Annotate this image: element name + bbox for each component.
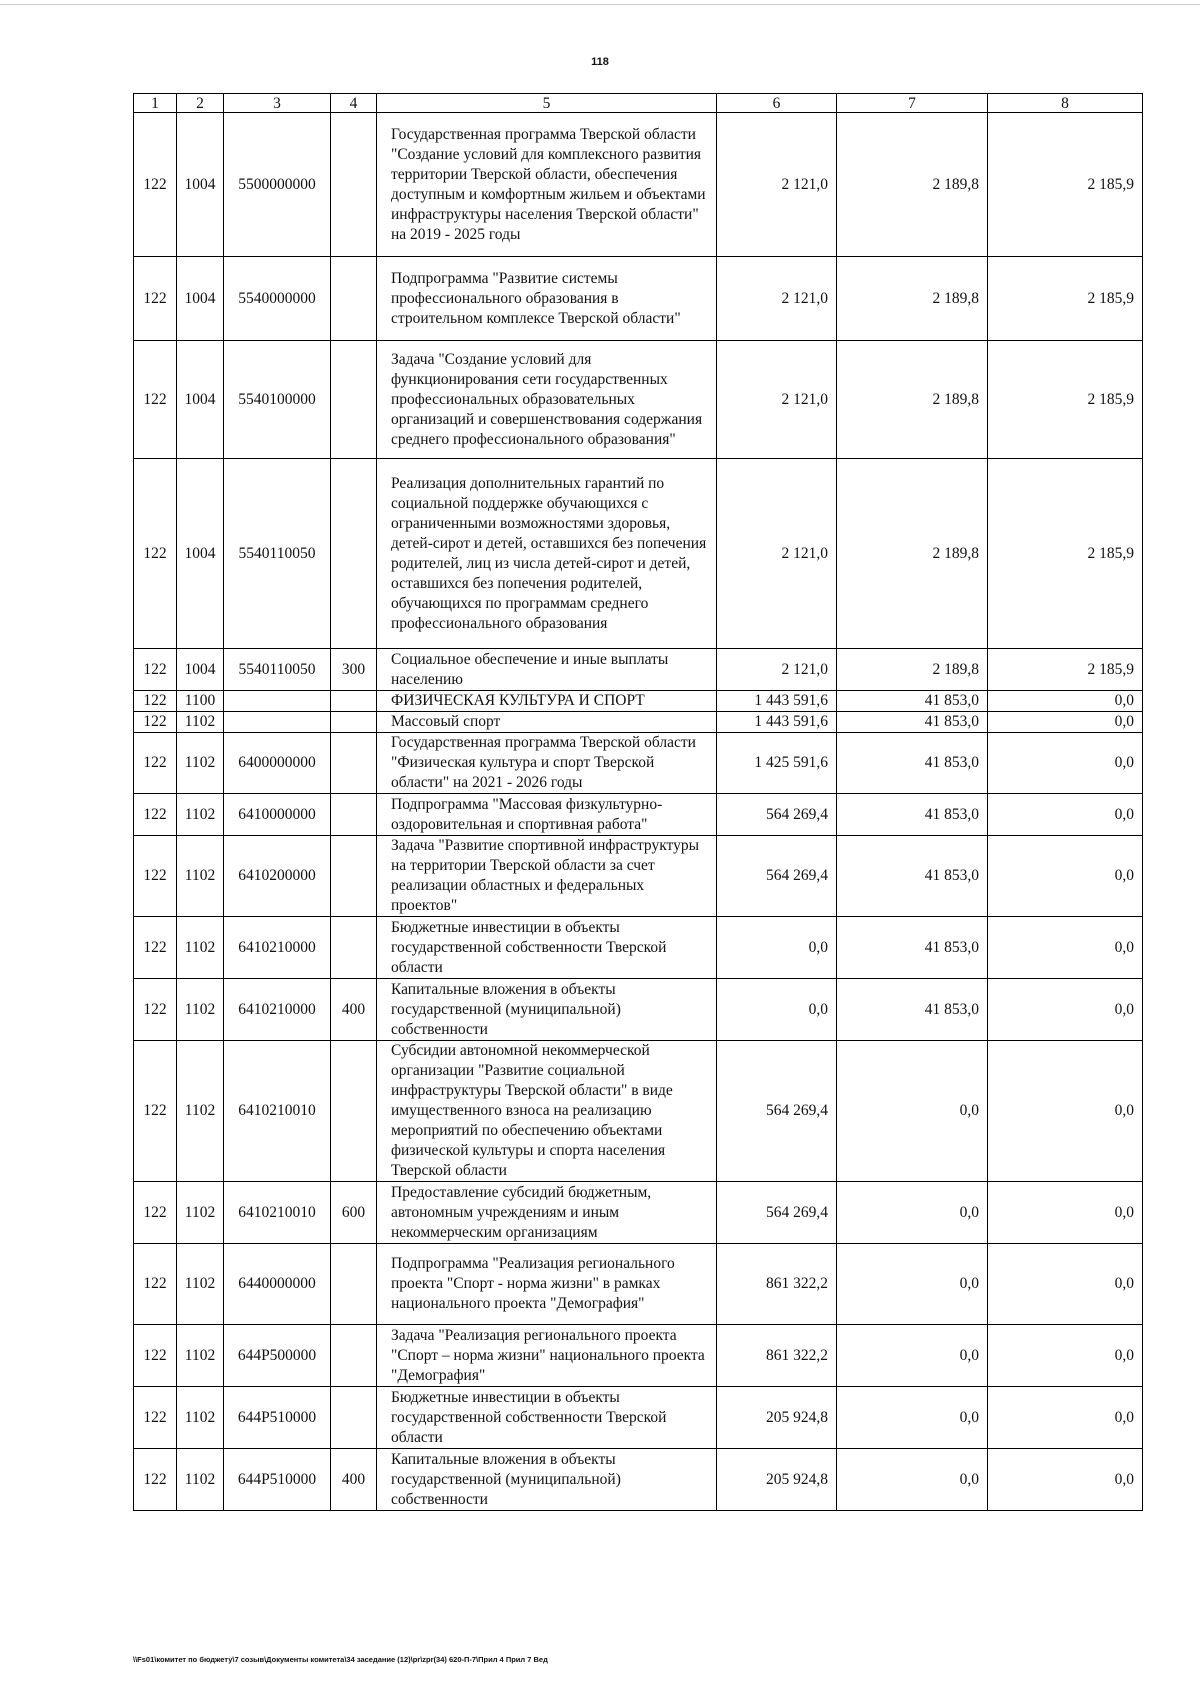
table-row — [134, 459, 1143, 649]
name-cell: Подпрограмма "Развитие системы профессионального образования в строительном комплексе Тверской области" — [377, 257, 717, 341]
target-article-cell: 6410210010 — [224, 1182, 331, 1244]
amount-cell-1: 1 443 591,6 — [717, 712, 837, 733]
expense-type-cell — [331, 917, 377, 979]
target-article-cell: 5540110050 — [224, 459, 331, 649]
amount-cell-3: 2 185,9 — [988, 113, 1143, 257]
name-cell: Социальное обеспечение и иные выплаты населению — [377, 649, 717, 691]
code-cell: 122 — [134, 1387, 177, 1449]
target-article-cell — [224, 691, 331, 712]
code-cell: 122 — [134, 836, 177, 917]
amount-cell-3: 2 185,9 — [988, 649, 1143, 691]
column-header: 4 — [331, 94, 377, 113]
expense-type-cell — [331, 257, 377, 341]
table-row — [134, 917, 1143, 979]
amount-cell-3: 0,0 — [988, 1244, 1143, 1325]
target-article-cell: 6410000000 — [224, 794, 331, 836]
amount-cell-1: 1 443 591,6 — [717, 691, 837, 712]
amount-cell-1: 0,0 — [717, 917, 837, 979]
column-header: 7 — [837, 94, 988, 113]
amount-cell-1: 1 425 591,6 — [717, 733, 837, 794]
code-cell: 122 — [134, 649, 177, 691]
amount-cell-2: 41 853,0 — [837, 712, 988, 733]
expense-type-cell — [331, 113, 377, 257]
table-row — [134, 733, 1143, 794]
amount-cell-1: 2 121,0 — [717, 257, 837, 341]
amount-cell-1: 861 322,2 — [717, 1244, 837, 1325]
section-cell: 1004 — [177, 341, 224, 459]
amount-cell-3: 0,0 — [988, 691, 1143, 712]
section-cell: 1102 — [177, 1041, 224, 1182]
table-row — [134, 1041, 1143, 1182]
amount-cell-2: 2 189,8 — [837, 113, 988, 257]
table-row — [134, 113, 1143, 257]
amount-cell-1: 861 322,2 — [717, 1325, 837, 1387]
amount-cell-3: 0,0 — [988, 979, 1143, 1041]
amount-cell-2: 2 189,8 — [837, 649, 988, 691]
section-cell: 1102 — [177, 1244, 224, 1325]
expense-type-cell — [331, 794, 377, 836]
section-cell: 1004 — [177, 113, 224, 257]
code-cell: 122 — [134, 1182, 177, 1244]
header-row — [134, 94, 1143, 113]
name-cell: Бюджетные инвестиции в объекты государственной собственности Тверской области — [377, 1387, 717, 1449]
code-cell: 122 — [134, 1244, 177, 1325]
target-article-cell: 5540000000 — [224, 257, 331, 341]
name-cell: Задача "Создание условий для функционирования сети государственных профессиональных образовательных организаций и совершенствования содержания среднего профессионального образования" — [377, 341, 717, 459]
amount-cell-3: 0,0 — [988, 836, 1143, 917]
amount-cell-2: 0,0 — [837, 1325, 988, 1387]
expense-type-cell — [331, 1325, 377, 1387]
amount-cell-1: 564 269,4 — [717, 1041, 837, 1182]
target-article-cell — [224, 712, 331, 733]
name-cell: Задача "Реализация регионального проекта "Спорт – норма жизни" национального проекта "Демография" — [377, 1325, 717, 1387]
expense-type-cell — [331, 836, 377, 917]
target-article-cell: 6410210000 — [224, 979, 331, 1041]
code-cell: 122 — [134, 917, 177, 979]
section-cell: 1102 — [177, 917, 224, 979]
section-cell: 1102 — [177, 1449, 224, 1511]
amount-cell-2: 41 853,0 — [837, 836, 988, 917]
table-row — [134, 794, 1143, 836]
table-row — [134, 691, 1143, 712]
amount-cell-3: 2 185,9 — [988, 341, 1143, 459]
amount-cell-1: 2 121,0 — [717, 649, 837, 691]
target-article-cell: 5540110050 — [224, 649, 331, 691]
section-cell: 1004 — [177, 649, 224, 691]
section-cell: 1102 — [177, 836, 224, 917]
file-path-footer: \\Fs01\комитет по бюджету\7 созыв\Документы комитета\34 заседание (12)\pr\zpr(34) 620-П-7\Прил 4 Прил 7 Вед — [133, 1655, 548, 1664]
expense-type-cell — [331, 1041, 377, 1182]
amount-cell-1: 2 121,0 — [717, 113, 837, 257]
name-cell: Задача "Развитие спортивной инфраструктуры на территории Тверской области за счет реализации областных и федеральных проектов" — [377, 836, 717, 917]
amount-cell-1: 564 269,4 — [717, 794, 837, 836]
amount-cell-2: 0,0 — [837, 1449, 988, 1511]
amount-cell-1: 205 924,8 — [717, 1449, 837, 1511]
name-cell: Массовый спорт — [377, 712, 717, 733]
amount-cell-3: 0,0 — [988, 733, 1143, 794]
amount-cell-2: 2 189,8 — [837, 257, 988, 341]
section-cell: 1100 — [177, 691, 224, 712]
table-row — [134, 1182, 1143, 1244]
column-header: 5 — [377, 94, 717, 113]
amount-cell-1: 2 121,0 — [717, 459, 837, 649]
target-article-cell: 644P510000 — [224, 1387, 331, 1449]
column-header: 8 — [988, 94, 1143, 113]
amount-cell-2: 0,0 — [837, 1244, 988, 1325]
table-row — [134, 1449, 1143, 1511]
table-row — [134, 341, 1143, 459]
code-cell: 122 — [134, 794, 177, 836]
amount-cell-2: 41 853,0 — [837, 979, 988, 1041]
code-cell: 122 — [134, 691, 177, 712]
table-row — [134, 1325, 1143, 1387]
code-cell: 122 — [134, 712, 177, 733]
code-cell: 122 — [134, 1325, 177, 1387]
section-cell: 1102 — [177, 712, 224, 733]
name-cell: Бюджетные инвестиции в объекты государственной собственности Тверской области — [377, 917, 717, 979]
table-row — [134, 649, 1143, 691]
amount-cell-2: 0,0 — [837, 1182, 988, 1244]
expense-type-cell — [331, 341, 377, 459]
amount-cell-3: 0,0 — [988, 917, 1143, 979]
code-cell: 122 — [134, 257, 177, 341]
amount-cell-2: 0,0 — [837, 1041, 988, 1182]
name-cell: Капитальные вложения в объекты государственной (муниципальной) собственности — [377, 1449, 717, 1511]
amount-cell-3: 0,0 — [988, 1325, 1143, 1387]
amount-cell-3: 0,0 — [988, 1449, 1143, 1511]
name-cell: Субсидии автономной некоммерческой организации "Развитие социальной инфраструктуры Тверской области" в виде имущественного взноса на реализацию мероприятий по обеспечению объектами физической культуры и спорта населения Тверской области — [377, 1041, 717, 1182]
code-cell: 122 — [134, 733, 177, 794]
table-row — [134, 712, 1143, 733]
table-row — [134, 1244, 1143, 1325]
name-cell: Предоставление субсидий бюджетным, автономным учреждениям и иным некоммерческим организациям — [377, 1182, 717, 1244]
page-number: 118 — [591, 56, 609, 68]
expense-type-cell — [331, 691, 377, 712]
expense-type-cell: 300 — [331, 649, 377, 691]
expense-type-cell: 600 — [331, 1182, 377, 1244]
section-cell: 1102 — [177, 733, 224, 794]
amount-cell-3: 0,0 — [988, 1041, 1143, 1182]
name-cell: ФИЗИЧЕСКАЯ КУЛЬТУРА И СПОРТ — [377, 691, 717, 712]
column-header: 6 — [717, 94, 837, 113]
amount-cell-2: 2 189,8 — [837, 459, 988, 649]
amount-cell-3: 0,0 — [988, 712, 1143, 733]
name-cell: Реализация дополнительных гарантий по социальной поддержке обучающихся с ограниченными возможностями здоровья, детей-сирот и детей, оставшихся без попечения родителей, лиц из числа детей-сирот и детей, оставшихся без попечения родителей, обучающихся по программам среднего профессионального образования — [377, 459, 717, 649]
target-article-cell: 6440000000 — [224, 1244, 331, 1325]
code-cell: 122 — [134, 113, 177, 257]
amount-cell-1: 2 121,0 — [717, 341, 837, 459]
target-article-cell: 644P500000 — [224, 1325, 331, 1387]
code-cell: 122 — [134, 341, 177, 459]
expense-type-cell: 400 — [331, 1449, 377, 1511]
amount-cell-3: 2 185,9 — [988, 257, 1143, 341]
table-row — [134, 257, 1143, 341]
expense-type-cell — [331, 1387, 377, 1449]
table-body — [134, 113, 1143, 1511]
name-cell: Капитальные вложения в объекты государственной (муниципальной) собственности — [377, 979, 717, 1041]
name-cell: Подпрограмма "Массовая физкультурно-оздоровительная и спортивная работа" — [377, 794, 717, 836]
section-cell: 1102 — [177, 1182, 224, 1244]
name-cell: Подпрограмма "Реализация регионального проекта "Спорт - норма жизни" в рамках национального проекта "Демография" — [377, 1244, 717, 1325]
expense-type-cell — [331, 459, 377, 649]
expense-type-cell: 400 — [331, 979, 377, 1041]
scan-edge-line — [0, 4, 1200, 5]
amount-cell-2: 2 189,8 — [837, 341, 988, 459]
column-header: 3 — [224, 94, 331, 113]
target-article-cell: 5500000000 — [224, 113, 331, 257]
code-cell: 122 — [134, 459, 177, 649]
code-cell: 122 — [134, 1449, 177, 1511]
section-cell: 1102 — [177, 1387, 224, 1449]
expense-type-cell — [331, 733, 377, 794]
section-cell: 1102 — [177, 979, 224, 1041]
code-cell: 122 — [134, 1041, 177, 1182]
amount-cell-2: 41 853,0 — [837, 917, 988, 979]
code-cell: 122 — [134, 979, 177, 1041]
amount-cell-3: 0,0 — [988, 794, 1143, 836]
section-cell: 1102 — [177, 1325, 224, 1387]
name-cell: Государственная программа Тверской области "Создание условий для комплексного развития территории Тверской области, обеспечения доступным и комфортным жильем и объектами инфраструктуры населения Тверской области" на 2019 - 2025 годы — [377, 113, 717, 257]
table-row — [134, 979, 1143, 1041]
column-header: 1 — [134, 94, 177, 113]
amount-cell-3: 0,0 — [988, 1387, 1143, 1449]
target-article-cell: 6410210010 — [224, 1041, 331, 1182]
section-cell: 1004 — [177, 257, 224, 341]
expense-type-cell — [331, 712, 377, 733]
amount-cell-3: 0,0 — [988, 1182, 1143, 1244]
table-row — [134, 836, 1143, 917]
amount-cell-2: 41 853,0 — [837, 733, 988, 794]
section-cell: 1102 — [177, 794, 224, 836]
expense-type-cell — [331, 1244, 377, 1325]
amount-cell-1: 205 924,8 — [717, 1387, 837, 1449]
budget-table — [133, 93, 1143, 1511]
amount-cell-1: 564 269,4 — [717, 1182, 837, 1244]
column-header: 2 — [177, 94, 224, 113]
target-article-cell: 6400000000 — [224, 733, 331, 794]
target-article-cell: 5540100000 — [224, 341, 331, 459]
amount-cell-2: 0,0 — [837, 1387, 988, 1449]
amount-cell-2: 41 853,0 — [837, 794, 988, 836]
amount-cell-2: 41 853,0 — [837, 691, 988, 712]
name-cell: Государственная программа Тверской области "Физическая культура и спорт Тверской области" на 2021 - 2026 годы — [377, 733, 717, 794]
table-row — [134, 1387, 1143, 1449]
target-article-cell: 6410200000 — [224, 836, 331, 917]
amount-cell-1: 0,0 — [717, 979, 837, 1041]
amount-cell-1: 564 269,4 — [717, 836, 837, 917]
target-article-cell: 6410210000 — [224, 917, 331, 979]
amount-cell-3: 2 185,9 — [988, 459, 1143, 649]
section-cell: 1004 — [177, 459, 224, 649]
target-article-cell: 644P510000 — [224, 1449, 331, 1511]
